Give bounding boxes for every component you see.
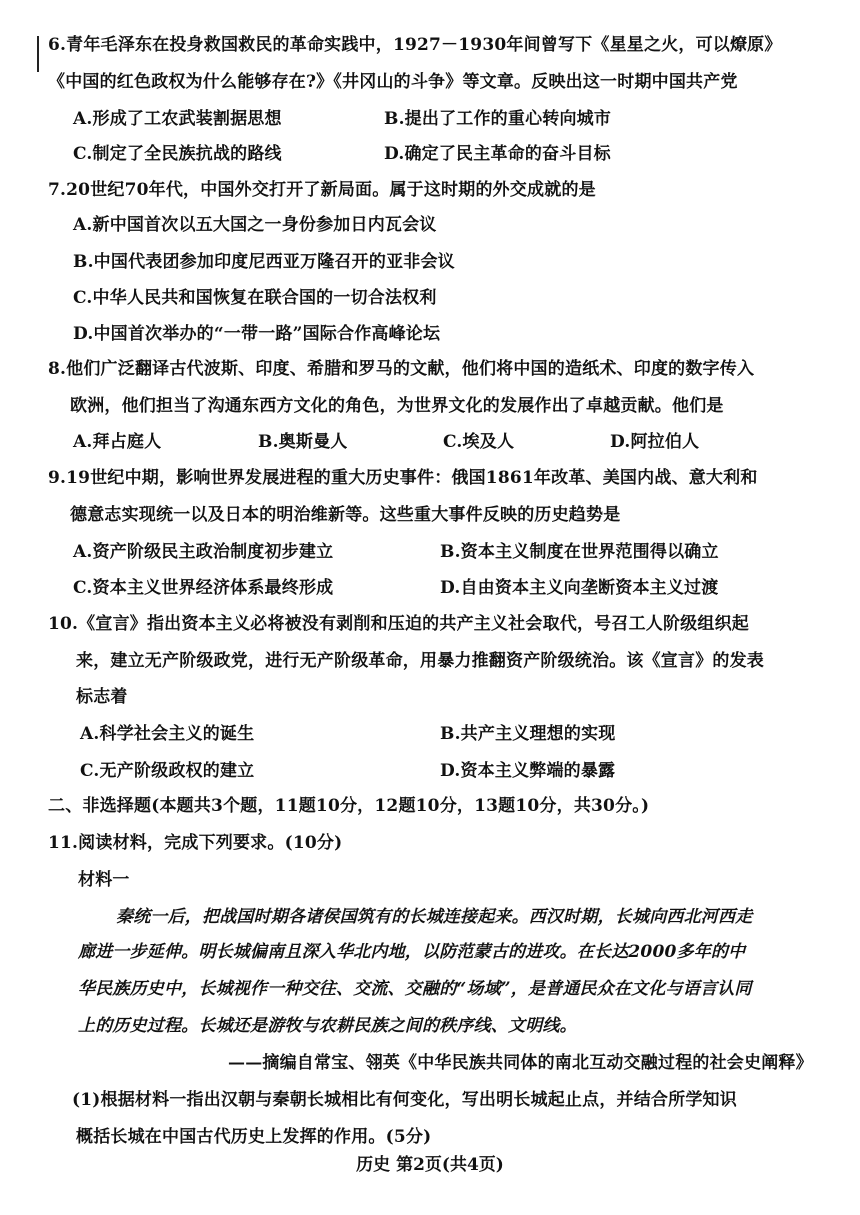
q9-option-a: A.资产阶级民主政治制度初步建立 xyxy=(73,542,334,562)
q11-sub1-line1: (1)根据材料一指出汉朝与秦朝长城相比有何变化，写出明长城起止点，并结合所学知识 xyxy=(72,1090,737,1110)
q8-option-b: B.奥斯曼人 xyxy=(258,432,348,452)
q10-option-a: A.科学社会主义的诞生 xyxy=(80,724,255,744)
q8-stem-line1: 8.他们广泛翻译古代波斯、印度、希腊和罗马的文献，他们将中国的造纸术、印度的数字传入 xyxy=(48,359,755,379)
q10-stem-line1: 10.《宣言》指出资本主义必将被没有剥削和压迫的共产主义社会取代，号召工人阶级组织起 xyxy=(48,614,749,634)
q9-option-b: B.资本主义制度在世界范围得以确立 xyxy=(440,542,719,562)
q9-stem-line1: 9.19世纪中期，影响世界发展进程的重大历史事件：俄国1861年改革、美国内战、意大利和 xyxy=(48,468,758,488)
q7-option-b: B.中国代表团参加印度尼西亚万隆召开的亚非会议 xyxy=(73,252,455,272)
q7-option-c: C.中华人民共和国恢复在联合国的一切合法权利 xyxy=(73,288,437,308)
page-footer: 历史 第2页(共4页) xyxy=(356,1155,504,1175)
margin-mark xyxy=(37,36,39,72)
q6-option-d: D.确定了民主革命的奋斗目标 xyxy=(384,144,611,164)
q10-stem-line2: 来，建立无产阶级政党，进行无产阶级革命，用暴力推翻资产阶级统治。该《宣言》的发表 xyxy=(76,651,764,671)
q8-option-a: A.拜占庭人 xyxy=(73,432,162,452)
q6-stem-line1: 6.青年毛泽东在投身救国救民的革命实践中，1927－1930年间曾写下《星星之火，可以燎原》 xyxy=(48,35,782,55)
q10-option-b: B.共产主义理想的实现 xyxy=(440,724,616,744)
q11-material-line4: 上的历史过程。长城还是游牧与农耕民族之间的秩序线、文明线。 xyxy=(78,1016,577,1036)
q6-option-c: C.制定了全民族抗战的路线 xyxy=(73,144,282,164)
q6-option-b: B.提出了工作的重心转向城市 xyxy=(384,109,612,129)
section-heading-nonchoice: 二、非选择题(本题共3个题，11题10分，12题10分，13题10分，共30分。) xyxy=(48,796,650,816)
q11-material-source: ——摘编自常宝、翎英《中华民族共同体的南北互动交融过程的社会史阐释》 xyxy=(228,1053,813,1073)
q11-material-line1: 秦统一后，把战国时期各诸侯国筑有的长城连接起来。西汉时期，长城向西北河西走 xyxy=(116,907,753,927)
q7-option-d: D.中国首次举办的“一带一路”国际合作高峰论坛 xyxy=(73,324,441,344)
q11-sub1-line2: 概括长城在中国古代历史上发挥的作用。(5分) xyxy=(76,1127,432,1147)
q10-option-d: D.资本主义弊端的暴露 xyxy=(440,761,616,781)
q8-stem-line2: 欧洲，他们担当了沟通东西方文化的角色，为世界文化的发展作出了卓越贡献。他们是 xyxy=(70,396,724,416)
q8-option-d: D.阿拉伯人 xyxy=(610,432,700,452)
q11-material-line3: 华民族历史中，长城视作一种交往、交流、交融的“场域”，是普通民众在文化与语言认同 xyxy=(78,979,752,999)
q6-stem-line2: 《中国的红色政权为什么能够存在?》《井冈山的斗争》等文章。反映出这一时期中国共产党 xyxy=(48,72,738,92)
q9-option-d: D.自由资本主义向垄断资本主义过渡 xyxy=(440,578,719,598)
q9-stem-line2: 德意志实现统一以及日本的明治维新等。这些重大事件反映的历史趋势是 xyxy=(70,505,621,525)
q7-option-a: A.新中国首次以五大国之一身份参加日内瓦会议 xyxy=(73,215,437,235)
q10-option-c: C.无产阶级政权的建立 xyxy=(80,761,255,781)
q7-stem: 7.20世纪70年代，中国外交打开了新局面。属于这时期的外交成就的是 xyxy=(48,180,596,200)
q9-option-c: C.资本主义世界经济体系最终形成 xyxy=(73,578,334,598)
q8-option-c: C.埃及人 xyxy=(443,432,515,452)
q11-material-line2: 廊进一步延伸。明长城偏南且深入华北内地，以防范蒙古的进攻。在长达2000多年的中 xyxy=(78,942,746,962)
q11-stem: 11.阅读材料，完成下列要求。(10分) xyxy=(48,833,343,853)
q10-stem-line3: 标志着 xyxy=(76,687,128,707)
q6-option-a: A.形成了工农武装割据思想 xyxy=(73,109,282,129)
q11-material-title: 材料一 xyxy=(78,870,130,890)
